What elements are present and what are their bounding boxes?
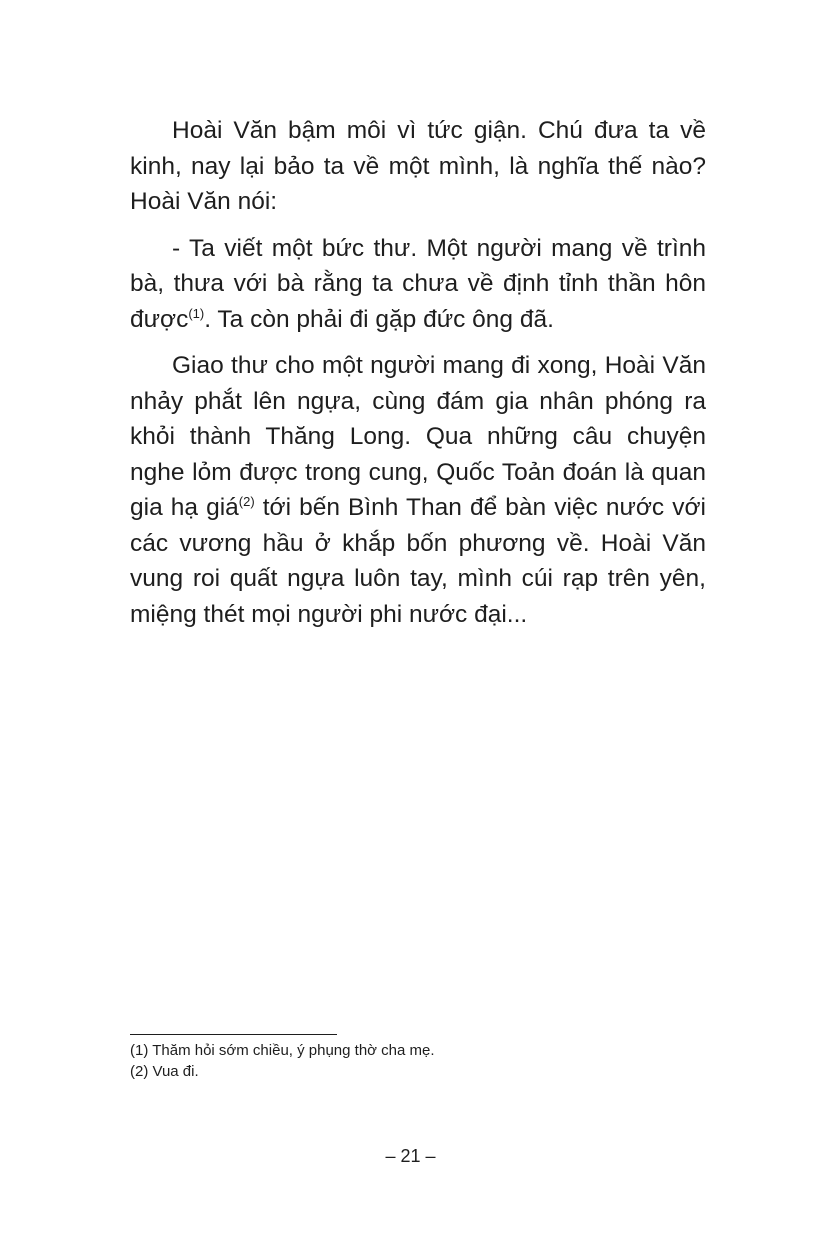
footnote-ref-2: (2) (238, 494, 255, 509)
paragraph-2-text-cont: . Ta còn phải đi gặp đức ông đã. (204, 305, 554, 333)
footnote-2: (2) Vua đi. (130, 1063, 199, 1080)
paragraph-2 (130, 231, 706, 338)
paragraph-1 (130, 113, 706, 220)
footnote-divider (130, 1034, 337, 1035)
body-text (130, 113, 706, 643)
page-number: – 21 – (385, 1146, 436, 1166)
paragraph-3-text-cont: tới bến Bình Than để bàn việc nước với các vương hầu ở khắp bốn phương về. Hoài Văn vung roi quất ngựa luôn tay, mình cúi rạp trên yên, miệng thét mọi người phi nước đại... (130, 494, 706, 628)
footnote-1: (1) Thăm hỏi sớm chiều, ý phụng thờ cha mẹ. (130, 1042, 435, 1059)
paragraph-2-text: - Ta viết một bức thư. Một người mang về trình bà, thưa với bà rằng ta chưa về định tỉnh thần hôn được (130, 234, 706, 333)
footnotes (130, 1040, 706, 1082)
paragraph-3 (130, 348, 706, 632)
paragraph-1-text: Hoài Văn bậm môi vì tức giận. Chú đưa ta về kinh, nay lại bảo ta về một mình, là nghĩa thế nào? Hoài Văn nói: (130, 117, 706, 215)
footnote-ref-1: (1) (188, 305, 205, 321)
paragraph-3-text: Giao thư cho một người mang đi xong, Hoài Văn nhảy phắt lên ngựa, cùng đám gia nhân phóng ra khỏi thành Thăng Long. Qua những câu chuyện nghe lỏm được trong cung, Quốc Toản đoán là quan gia hạ giá (130, 352, 706, 521)
